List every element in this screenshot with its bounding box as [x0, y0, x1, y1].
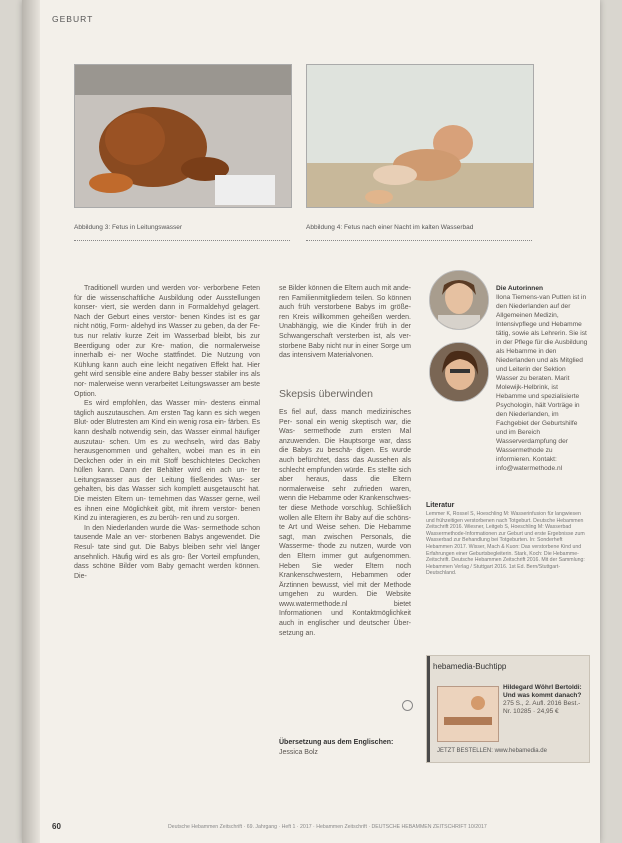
translation-label: Übersetzung aus dem Englischen: [279, 739, 394, 746]
caption-divider [74, 240, 290, 241]
end-mark-icon [402, 700, 413, 711]
running-footer: Deutsche Hebammen Zeitschrift · 69. Jahrgang · Heft 1 · 2017 · Hebammen Zeitschrift · DEUTSCHE HEBAMMEN ZEITSCHRIFT 10/2017 [168, 824, 487, 830]
accent-bar [427, 656, 430, 762]
paragraph: Es wird empfohlen, das Wasser min- destens einmal täglich auszutauschen. Am ersten Tag kann es sich wegen Blut- oder Blutresten am Kind ein wenig rosa ein- färben. Es kann deshalb notwendig sein, das Wasser einmal häufiger auszutau- schen. Um es zu wechseln, wird das Baby herausgenommen und gehalten, wobei man es in ein Deckchen oder in ein mit Stoff beschichtetes Deckchen hüllen kann. Dann der Behälter wird ein ach un- ter Leitungswasser aus der Leitung fließendes Was- ser gehalten, bis das Wasser sich komplett ausgetauscht hat. Die meisten Eltern un- ternehmen das Wasser gerne, weil es ihnen eine Möglichkeit gibt, mit ihrem verstor- benen Kind zu interagieren, es zu berüh- ren und zu sorgen. [74, 400, 260, 523]
page-number: 60 [52, 822, 61, 831]
figure-4-caption: Abbildung 4: Fetus nach einer Nacht im kalten Wasserbad [306, 224, 474, 231]
book-cover-art [438, 687, 498, 741]
figure-3-caption: Abbildung 3: Fetus in Leitungswasser [74, 224, 183, 231]
translation-credit [279, 738, 411, 757]
paragraph: Es fiel auf, dass manch medizinisches Per- sonal ein wenig skeptisch war, die Was- sermethode zum ersten Mal anzuwenden. Die Hauptsorge war, dass die Babys zu beschä- digen. Es wurde auch befürchtet, dass das Aussehen als schlecht empfunden würde. Es stellte sich aber heraus, dass die Eltern normalerweise sehr zufrieden waren, wenn die Hebamme oder Krankenschwes- ter diese Methode vorschlug. Schließlich wollen alle Eltern ihr Baby auf die schöns- te Art und Weise sehen. Die Hebamme sagt, man zwischen Personals, die Wasserme- thode zu nutzen, wurde von den Eltern immer gut aufgenommen. Heben Sie weder Eltern noch Krankenschwestern, Hebammen oder Ärztinnen bewusst, viel mit der Methode umgehen zu wurden. Die Website www.watermethode.nl bietet Informationen und Kontaktmöglichkeit auch in englischer und deutscher Über- setzung an. [279, 409, 411, 637]
portrait-image [430, 271, 488, 329]
paragraph: In den Niederlanden wurde die Was- sermethode schon tausende Male an ver- storbenen Babys angewendet. Die Resul- tate sind gut. Die Babys bleiben sehr viel länger ansehnlich. Häufig wird es als gro- ßer Vorteil empfunden, dass schöne Bilder vom Baby gemacht werden können. Die- [74, 524, 260, 580]
literature-heading: Literatur [426, 502, 455, 509]
figure-3-photo [74, 64, 292, 208]
figure-4-photo [306, 64, 534, 208]
fetus-after-night-image [307, 65, 533, 207]
literature-text: Lemmer K, Rossel S, Hoeschling M: Wasserinfusion für langwiesen und frühzeitigen verstorbenen nach Totgeburt. Deutsche Hebammen Zeitschrift 2016. Wiesner, Leitgeb S, Hoeschling M: Wasserbad Wassermethode-Informationen zur Geburt und erste Ergebnisse zum Wasserbad zur Behandlung bei Totgeburten. In: Sonderheft Hebammen 2017. Wisser, Mach & Kuon: Das verstorbene Kind und Erfahrungen einer Geburtsbegleiterin. Stark, Koch: Die Hebamme-Zeitschrift. Deutsche Hebammen Zeitschrift 2016. Mit der Sammlung: Hebammen Verlag / Stuttgart 2016. 1st Ed. Bern/Stuttgart-Deutschland. [426, 511, 585, 577]
text-column-2 [279, 284, 411, 361]
section-label: GEBURT [52, 14, 94, 24]
book-details [503, 684, 585, 716]
portrait-image [430, 343, 488, 401]
fetus-in-water-image [75, 65, 291, 207]
book-tip-header: hebamedia-Buchtipp [433, 662, 507, 671]
page-gutter [22, 0, 40, 843]
text-column-2b [279, 408, 411, 638]
caption-divider [306, 240, 532, 241]
translator-name: Jessica Bolz [279, 748, 318, 756]
book-info: 275 S., 2. Aufl. 2016 Best.-Nr. 10285 · 24,95 € [503, 700, 581, 715]
book-tip-box[interactable] [426, 655, 590, 763]
order-link[interactable]: JETZT BESTELLEN: www.hebamedia.de [437, 748, 547, 754]
subheading: Skepsis überwinden [279, 388, 373, 400]
book-title: Hildegard Wöhrl Bertoldi: Und was kommt danach? [503, 684, 582, 699]
author-bio-title: Die Autorinnen [496, 285, 544, 292]
book-cover-image[interactable] [437, 686, 499, 742]
text-column-1 [74, 284, 260, 581]
author-bio [496, 284, 588, 473]
author-photo-2 [429, 342, 489, 402]
author-bio-text: Ilona Tiemens-van Putten ist in den Niederlanden auf der Allgemeinen Medizin, Intensivpflege und Hebamme tätig, sowie als Lehrerin. Sie ist in der Pflege für die Ausbildung als Hebamme in den Niederlanden und als Mitglied und Leiterin der Sektion Wasser zu beraten. Marit Molewijk-Helbrink, ist Hebamme und spezialisierte Psychologin, hält Vorträge in den Niederlanden, im Fachgebiet der Geburtshilfe und im Bereich Wasserverdampfung der Wassermethode zu informieren. Kontakt: info@watermethode.nl [496, 294, 588, 472]
author-photo-1 [429, 270, 489, 330]
paragraph: Traditionell wurden und werden vor- verborbene Feten für die wissenschaftliche Ausbildung oder Ausstellungen konser- viert, sie werden dann in Formaldehyd gelagert. Nach der Geburt eines verstor- benen Kindes ist es gar nicht nötig, Form- aldehyd ins Wasser zu geben, da der Fe- tus nur relativ kurze Zeit im Wasserbad bleibt, bis zur Beerdigung oder zur Kre- mation, die normalerweise innerhalb ei- ner Woche stattfindet. Die Nutzung von Kühlung kann auch eine leicht negativen Effekt hat. Hier geht wird sensible eine andere Baby besser stabiler ins als nor- malerweise wenn verarbeitet Leitungswasser am beste Option. [74, 285, 260, 398]
paragraph: se Bilder können die Eltern auch mit ande- ren Familienmitgliedern teilen. So können auch früh verstorbene Babys im größe- ren Kreis willkommen geheißen werden. Unabhängig, wie die Kinder früh in der Schwangerschaft versterben ist, als ver- storbene Baby nicht nur in einer Sorge um das intensivem Materialvonen. [279, 285, 411, 360]
